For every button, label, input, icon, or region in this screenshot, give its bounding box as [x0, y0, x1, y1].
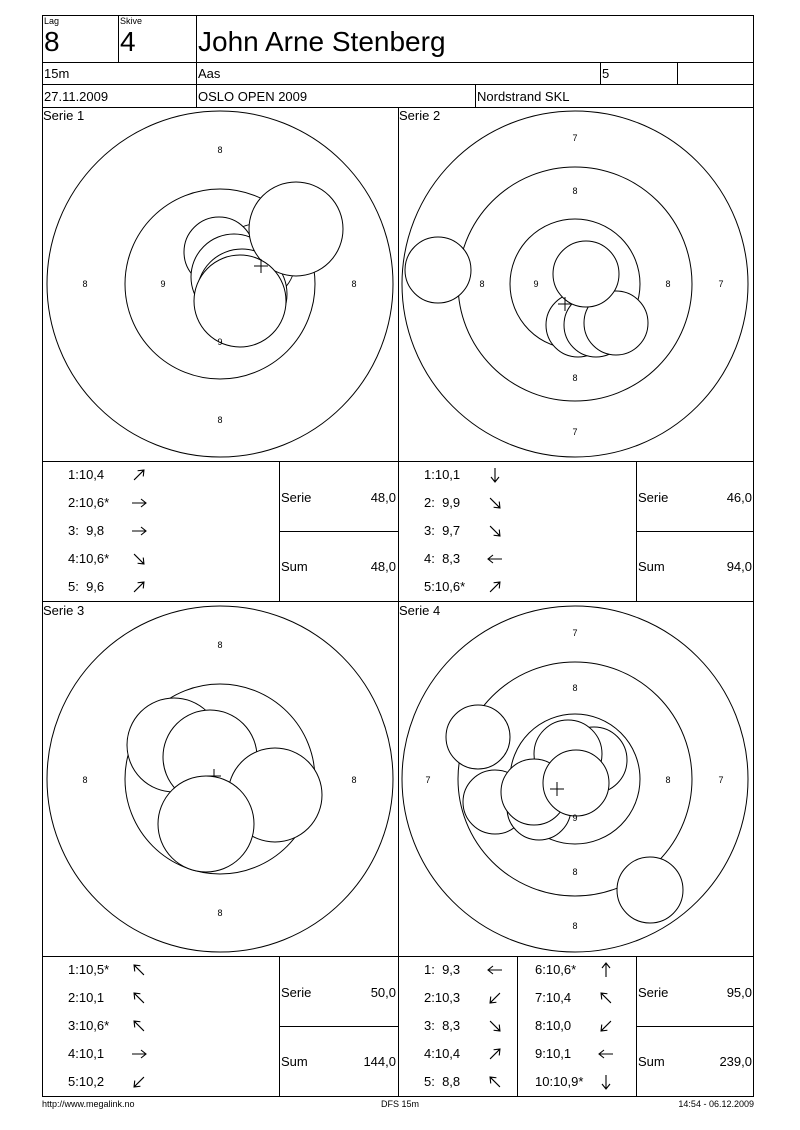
- shot-row: [535, 1046, 635, 1066]
- svg-text:7: 7: [572, 133, 578, 143]
- lag-label: Lag: [44, 16, 60, 26]
- shot-row: [424, 495, 524, 515]
- svg-text:7: 7: [718, 775, 724, 785]
- shot-value: 6:10,6*: [535, 962, 577, 977]
- serie-2-sum-value: 94,0: [726, 559, 752, 574]
- svg-text:8: 8: [572, 373, 578, 383]
- shot-value: 4: 8,3: [424, 551, 461, 566]
- svg-text:8: 8: [82, 279, 88, 289]
- shot-row: [68, 495, 168, 515]
- serie-4-sum-value: 239,0: [719, 1054, 752, 1069]
- shot-row: [535, 990, 635, 1010]
- direction-arrow-icon: [130, 466, 148, 484]
- shot-value: 4:10,1: [68, 1046, 105, 1061]
- shot-value: 2:10,3: [424, 990, 461, 1005]
- serie-1-serie-label: Serie: [281, 490, 312, 505]
- shot-row: [424, 1046, 524, 1066]
- footer-right: 14:54 - 06.12.2009: [678, 1099, 754, 1109]
- svg-text:8: 8: [572, 683, 578, 693]
- serie-2-serie-value: 46,0: [726, 490, 752, 505]
- direction-arrow-icon: [130, 578, 148, 596]
- target-serie-1: [42, 107, 398, 461]
- shot-row: [68, 1046, 168, 1066]
- svg-text:8: 8: [665, 775, 671, 785]
- direction-arrow-icon: [597, 989, 615, 1007]
- direction-arrow-icon: [486, 522, 504, 540]
- direction-arrow-icon: [486, 494, 504, 512]
- event: OSLO OPEN 2009: [198, 89, 308, 104]
- serie-1-sum-value: 48,0: [370, 559, 396, 574]
- shot-row: [424, 467, 524, 487]
- shot-value: 2:10,1: [68, 990, 105, 1005]
- shooter-name: John Arne Stenberg: [198, 26, 446, 57]
- shot-row: [424, 551, 524, 571]
- shot-value: 7:10,4: [535, 990, 572, 1005]
- shot-value: 5: 9,6: [68, 579, 105, 594]
- serie-2-label: Serie 2: [399, 108, 441, 123]
- serie-3-label: Serie 3: [43, 603, 85, 618]
- direction-arrow-icon: [130, 1017, 148, 1035]
- target-serie-4: [398, 602, 754, 956]
- shot-value: 1:10,5*: [68, 962, 110, 977]
- direction-arrow-icon: [597, 961, 615, 979]
- skive-label: Skive: [120, 16, 143, 26]
- shot-row: [535, 962, 635, 982]
- svg-text:8: 8: [572, 186, 578, 196]
- svg-text:7: 7: [718, 279, 724, 289]
- svg-text:8: 8: [82, 775, 88, 785]
- shot-row: [68, 579, 168, 599]
- lag-value: 8: [44, 26, 60, 57]
- shot-row: [424, 579, 524, 599]
- direction-arrow-icon: [130, 961, 148, 979]
- serie-2-sum-label: Sum: [638, 559, 665, 574]
- svg-text:8: 8: [665, 279, 671, 289]
- direction-arrow-icon: [486, 1017, 504, 1035]
- direction-arrow-icon: [486, 466, 504, 484]
- class: 5: [602, 66, 610, 81]
- svg-text:7: 7: [425, 775, 431, 785]
- svg-text:9: 9: [533, 279, 539, 289]
- shot-row: [424, 962, 524, 982]
- shot-row: [68, 1074, 168, 1094]
- direction-arrow-icon: [486, 578, 504, 596]
- shot-value: 1:10,1: [424, 467, 461, 482]
- shot-row: [424, 523, 524, 543]
- serie-3-serie-value: 50,0: [370, 985, 396, 1000]
- svg-text:8: 8: [351, 775, 357, 785]
- serie-1-serie-value: 48,0: [370, 490, 396, 505]
- shot-value: 8:10,0: [535, 1018, 572, 1033]
- direction-arrow-icon: [486, 1045, 504, 1063]
- direction-arrow-icon: [597, 1073, 615, 1091]
- direction-arrow-icon: [486, 550, 504, 568]
- direction-arrow-icon: [486, 989, 504, 1007]
- distance: 15m: [44, 66, 70, 81]
- direction-arrow-icon: [486, 961, 504, 979]
- serie-4-serie-value: 95,0: [726, 985, 752, 1000]
- svg-text:8: 8: [572, 867, 578, 877]
- svg-text:9: 9: [160, 279, 166, 289]
- place: Aas: [198, 66, 221, 81]
- svg-text:8: 8: [217, 640, 223, 650]
- serie-1-sum-label: Sum: [281, 559, 308, 574]
- shot-row: [535, 1018, 635, 1038]
- svg-text:7: 7: [572, 628, 578, 638]
- shot-value: 5:10,6*: [424, 579, 466, 594]
- skive-value: 4: [120, 26, 136, 57]
- svg-text:8: 8: [572, 921, 578, 931]
- serie-4-label: Serie 4: [399, 603, 441, 618]
- shot-value: 5: 8,8: [424, 1074, 461, 1089]
- shot-value: 3: 8,3: [424, 1018, 461, 1033]
- direction-arrow-icon: [597, 1017, 615, 1035]
- svg-text:9: 9: [217, 337, 223, 347]
- shot-row: [535, 1074, 635, 1094]
- shot-value: 3: 9,8: [68, 523, 105, 538]
- direction-arrow-icon: [597, 1045, 615, 1063]
- serie-4-sum-label: Sum: [638, 1054, 665, 1069]
- shot-value: 4:10,4: [424, 1046, 461, 1061]
- serie-4-serie-label: Serie: [638, 985, 669, 1000]
- shot-value: 2: 9,9: [424, 495, 461, 510]
- shot-row: [68, 551, 168, 571]
- svg-text:8: 8: [479, 279, 485, 289]
- serie-1-label: Serie 1: [43, 108, 85, 123]
- target-serie-3: [42, 602, 398, 956]
- shot-row: [68, 467, 168, 487]
- shot-value: 1:10,4: [68, 467, 105, 482]
- shot-value: 4:10,6*: [68, 551, 110, 566]
- shot-row: [68, 962, 168, 982]
- svg-text:7: 7: [572, 427, 578, 437]
- svg-text:8: 8: [217, 908, 223, 918]
- shot-row: [68, 990, 168, 1010]
- direction-arrow-icon: [130, 1073, 148, 1091]
- serie-2-serie-label: Serie: [638, 490, 669, 505]
- serie-3-serie-label: Serie: [281, 985, 312, 1000]
- shot-value: 1: 9,3: [424, 962, 461, 977]
- serie-3-sum-value: 144,0: [363, 1054, 396, 1069]
- shot-value: 9:10,1: [535, 1046, 572, 1061]
- direction-arrow-icon: [130, 989, 148, 1007]
- svg-text:8: 8: [351, 279, 357, 289]
- direction-arrow-icon: [130, 550, 148, 568]
- shot-row: [424, 1018, 524, 1038]
- svg-text:9: 9: [572, 813, 578, 823]
- shot-row: [424, 990, 524, 1010]
- shot-row: [68, 523, 168, 543]
- shot-value: 2:10,6*: [68, 495, 110, 510]
- club: Nordstrand SKL: [477, 89, 570, 104]
- date: 27.11.2009: [44, 89, 109, 104]
- ring-num: 8: [217, 145, 223, 155]
- footer-left: http://www.megalink.no: [42, 1099, 135, 1109]
- shot-value: 5:10,2: [68, 1074, 105, 1089]
- shot-value: 10:10,9*: [535, 1074, 584, 1089]
- serie-3-sum-label: Sum: [281, 1054, 308, 1069]
- direction-arrow-icon: [130, 494, 148, 512]
- shot-value: 3: 9,7: [424, 523, 461, 538]
- target-serie-2: [398, 107, 754, 461]
- shot-row: [424, 1074, 524, 1094]
- shot-value: 3:10,6*: [68, 1018, 110, 1033]
- svg-text:8: 8: [217, 415, 223, 425]
- direction-arrow-icon: [130, 1045, 148, 1063]
- footer-center: DFS 15m: [380, 1099, 419, 1109]
- shot-row: [68, 1018, 168, 1038]
- direction-arrow-icon: [486, 1073, 504, 1091]
- direction-arrow-icon: [130, 522, 148, 540]
